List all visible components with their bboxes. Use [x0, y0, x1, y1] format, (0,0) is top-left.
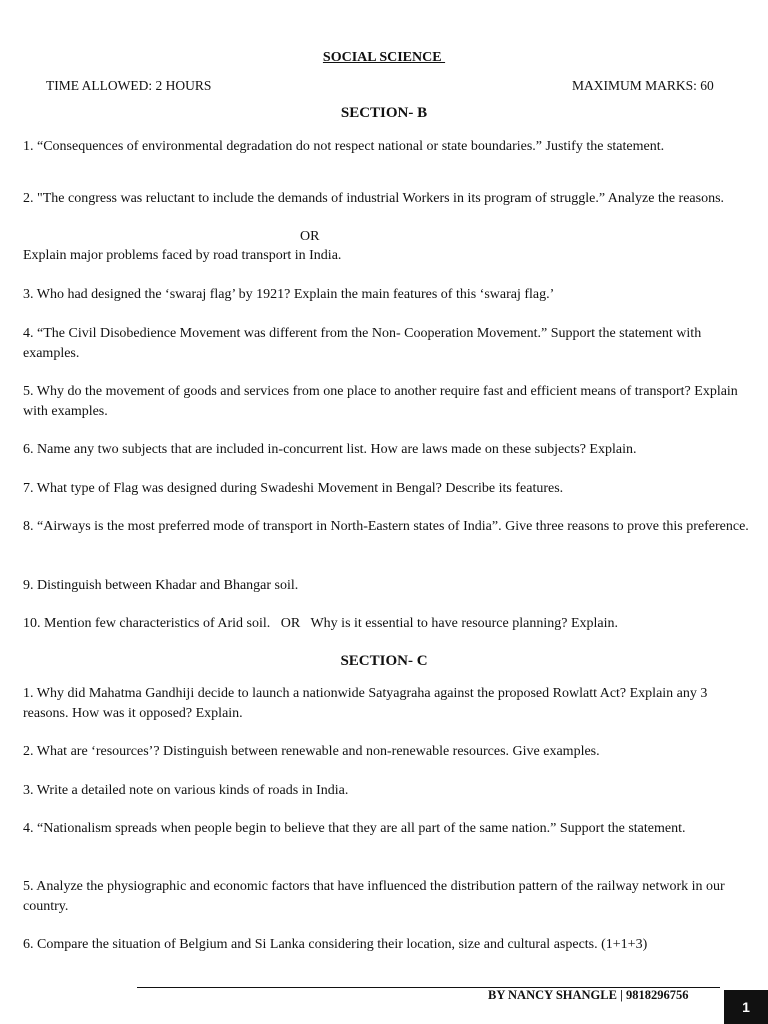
maximum-marks: MAXIMUM MARKS: 60: [572, 78, 714, 93]
section-c-question-5: 5. Analyze the physiographic and economic factors that have influenced the distribution pattern of the railway network in our country.: [23, 879, 725, 914]
section-c-question-6: 6. Compare the situation of Belgium and Si Lanka considering their location, size and cultural aspects. (1+1+3): [23, 937, 648, 952]
section-b-question-10: 10. Mention few characteristics of Arid soil. OR Why is it essential to have resource planning? Explain.: [23, 616, 618, 631]
section-b-heading: SECTION- B: [340, 105, 428, 121]
section-b-question-6: 6. Name any two subjects that are included in-concurrent list. How are laws made on these subjects? Explain.: [23, 442, 637, 457]
section-c-question-4: 4. “Nationalism spreads when people begin to believe that they are all part of the same nation.” Support the statement.: [23, 821, 686, 836]
page-number: 1: [724, 990, 768, 1024]
section-b-question-3: 3. Who had designed the ‘swaraj flag’ by 1921? Explain the main features of this ‘swaraj flag.’: [23, 287, 555, 302]
section-b-question-5: 5. Why do the movement of goods and services from one place to another require fast and efficient means of transport? Explain with examples.: [23, 384, 738, 419]
section-b-question-7: 7. What type of Flag was designed during Swadeshi Movement in Bengal? Describe its features.: [23, 481, 564, 496]
time-allowed: TIME ALLOWED: 2 HOURS: [46, 78, 212, 93]
section-c-question-1: 1. Why did Mahatma Gandhiji decide to launch a nationwide Satyagraha against the proposed Rowlatt Act? Explain any 3 reasons. How was it opposed? Explain.: [23, 686, 708, 721]
section-c-heading: SECTION- C: [340, 653, 428, 669]
section-b-question-2-alternative: Explain major problems faced by road transport in India.: [23, 248, 342, 263]
footer-author: BY NANCY SHANGLE | 9818296756: [488, 988, 689, 1002]
section-c-question-3: 3. Write a detailed note on various kinds of roads in India.: [23, 783, 349, 798]
section-c-question-2: 2. What are ‘resources’? Distinguish between renewable and non-renewable resources. Give examples.: [23, 744, 600, 759]
or-separator: OR: [300, 229, 320, 244]
section-b-question-9: 9. Distinguish between Khadar and Bhangar soil.: [23, 578, 299, 593]
section-b-question-8: 8. “Airways is the most preferred mode of transport in North-Eastern states of India”. Give three reasons to prove this preference.: [23, 519, 749, 534]
section-b-question-4: 4. “The Civil Disobedience Movement was different from the Non- Cooperation Movement.” Support the statement with examples.: [23, 326, 702, 361]
section-b-question-1: 1. “Consequences of environmental degradation do not respect national or state boundaries.” Justify the statement.: [23, 139, 665, 154]
paper-title: SOCIAL SCIENCE: [322, 50, 446, 65]
section-b-question-2: 2. "The congress was reluctant to include the demands of industrial Workers in its program of struggle.” Analyze the reasons.: [23, 191, 725, 206]
